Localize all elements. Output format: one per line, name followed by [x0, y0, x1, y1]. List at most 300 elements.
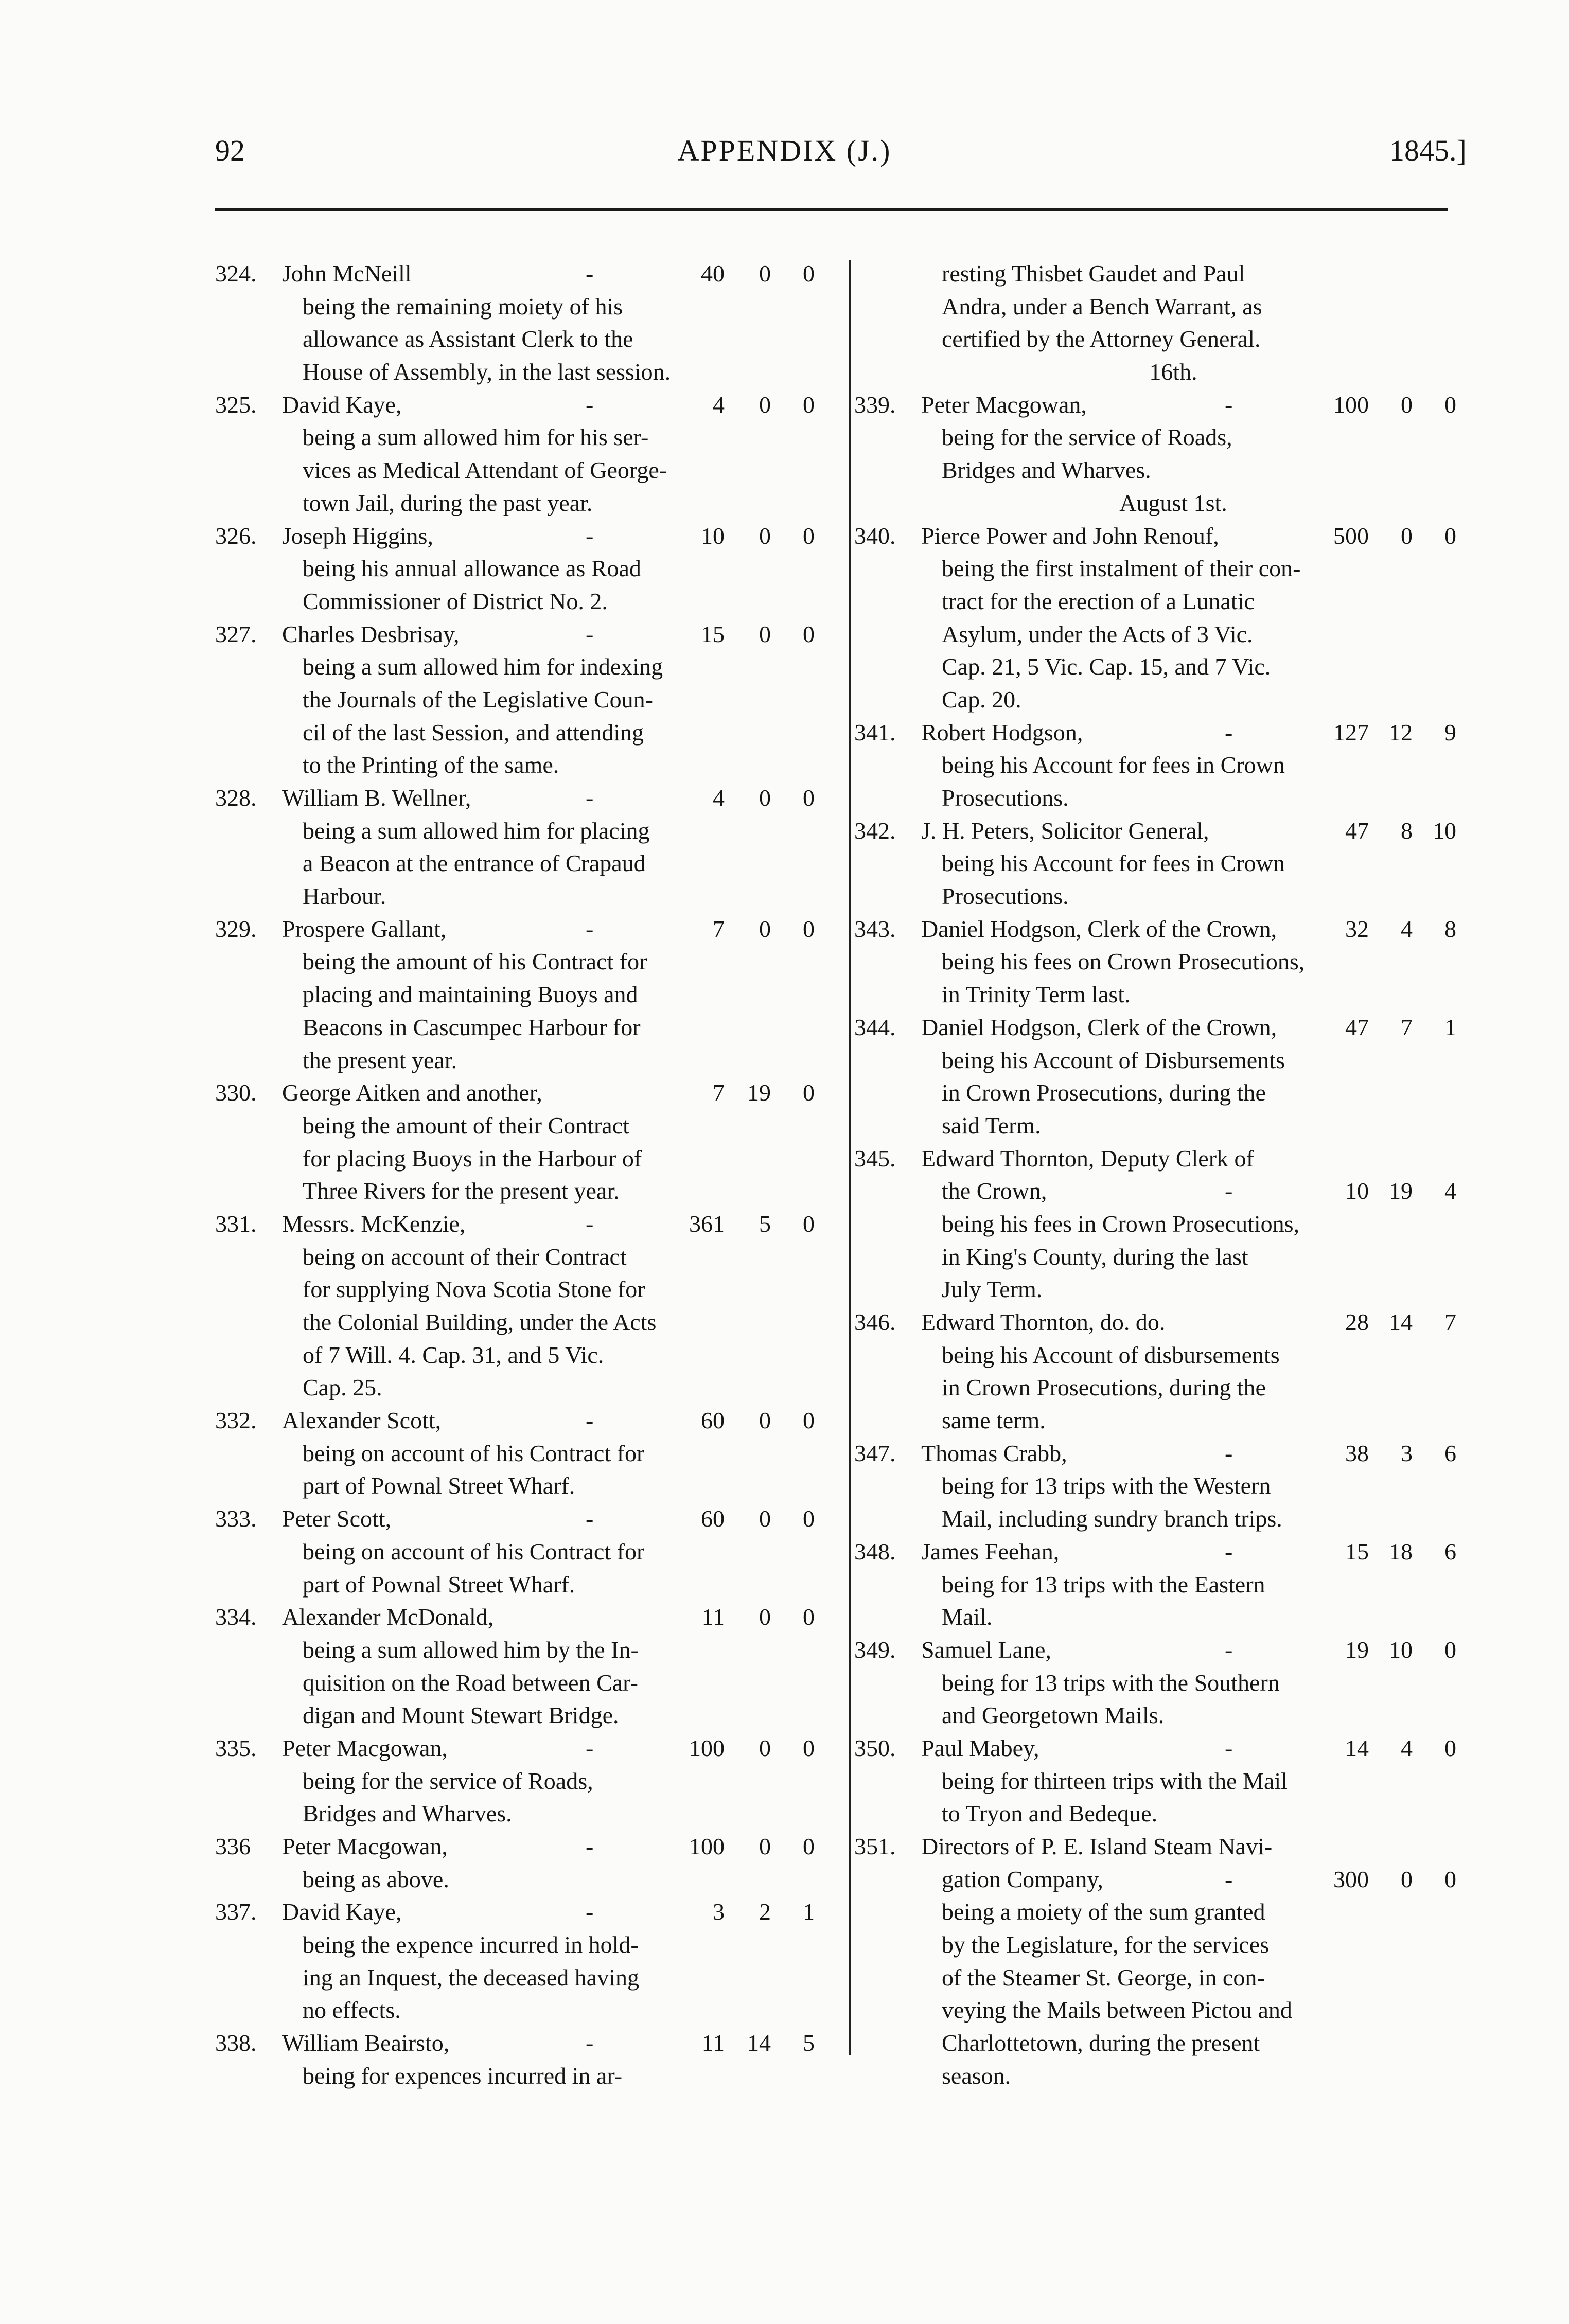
- entry-description-line: [854, 1044, 1492, 1077]
- description-text: to the Printing of the same.: [303, 752, 559, 778]
- amount-pounds: 100: [1333, 391, 1369, 418]
- entry-head: [215, 913, 845, 946]
- description-text: being for the service of Roads,: [942, 424, 1232, 451]
- description-text: Prosecutions.: [942, 785, 1069, 811]
- dash-mark: -: [586, 260, 594, 287]
- ledger-entry: [215, 1208, 845, 1404]
- dash-mark: -: [1225, 1538, 1233, 1565]
- ledger-entry: [854, 1011, 1492, 1142]
- entry-number: 351.: [854, 1833, 896, 1859]
- entry-head: [854, 1830, 1492, 1863]
- amount-pence: 5: [803, 2030, 815, 2056]
- entry-head: [854, 1011, 1492, 1044]
- entry-head: [215, 1895, 845, 1928]
- amount-shillings: 0: [1401, 1866, 1413, 1892]
- amount-pence: 0: [803, 620, 815, 647]
- dash-mark: -: [1225, 1178, 1233, 1204]
- ledger-entry: [215, 913, 845, 1076]
- description-text: House of Assembly, in the last session.: [303, 359, 671, 385]
- entry-description-line: [854, 1339, 1492, 1372]
- page-number: 92: [215, 134, 245, 167]
- dash-mark: -: [1225, 1440, 1233, 1466]
- entry-description-line: [215, 2060, 845, 2092]
- entry-head: [215, 782, 845, 814]
- amount-shillings: 0: [1401, 391, 1413, 418]
- amount-pence: 0: [803, 1833, 815, 1859]
- payee-name: Daniel Hodgson, Clerk of the Crown,: [921, 1014, 1277, 1040]
- amount-pounds: 500: [1333, 522, 1369, 549]
- payee-name: George Aitken and another,: [282, 1079, 542, 1106]
- entry-description-line: [854, 847, 1492, 880]
- amount-pence: 0: [803, 1210, 815, 1237]
- amount-pounds: 7: [713, 915, 725, 942]
- entry-description-line: [215, 1273, 845, 1306]
- ledger-entry: [854, 520, 1492, 716]
- entry-description-line: [854, 323, 1492, 356]
- entry-head: [854, 1142, 1492, 1175]
- description-text: part of Pownal Street Wharf.: [303, 1571, 575, 1598]
- description-text: being a sum allowed him for indexing: [303, 653, 663, 680]
- ledger-entry: [854, 1535, 1492, 1634]
- amount-pounds: 14: [1345, 1734, 1369, 1761]
- entry-number: 329.: [215, 915, 257, 942]
- payee-name: Peter Scott,: [282, 1505, 392, 1532]
- dash-mark: -: [1225, 1636, 1233, 1663]
- date-heading: 16th.: [1149, 359, 1197, 385]
- description-text: Mail, including sundry branch trips.: [942, 1505, 1282, 1532]
- amount-pounds: 10: [1345, 1178, 1369, 1204]
- amount-shillings: 10: [1389, 1636, 1413, 1663]
- entry-head: [215, 1601, 845, 1634]
- ledger-entry: [215, 1076, 845, 1208]
- ledger-entry: [854, 487, 1492, 520]
- amount-shillings: 0: [1401, 522, 1413, 549]
- entry-description-line: [215, 1109, 845, 1142]
- entry-number: 349.: [854, 1636, 896, 1663]
- payee-name: Alexander McDonald,: [282, 1604, 494, 1630]
- amount-shillings: 7: [1401, 1014, 1413, 1040]
- description-text: Bridges and Wharves.: [303, 1800, 512, 1827]
- description-text: being his Account of Disbursements: [942, 1046, 1285, 1073]
- description-text: the present year.: [303, 1046, 457, 1073]
- ledger-entry: [215, 257, 845, 388]
- payee-name: Messrs. McKenzie,: [282, 1210, 466, 1237]
- description-text: in King's County, during the last: [942, 1243, 1248, 1270]
- amount-pence: 4: [1444, 1178, 1456, 1204]
- description-text: being the amount of their Contract: [303, 1112, 629, 1139]
- ledger-entry: [215, 520, 845, 618]
- description-text: Prosecutions.: [942, 883, 1069, 910]
- entry-head: [854, 1535, 1492, 1568]
- entry-head: [215, 618, 845, 651]
- dash-mark: -: [1225, 1866, 1233, 1892]
- entry-description-line: [215, 847, 845, 880]
- description-text: being for 13 trips with the Eastern: [942, 1571, 1265, 1598]
- payee-name: Daniel Hodgson, Clerk of the Crown,: [921, 915, 1277, 942]
- entry-number: 334.: [215, 1604, 257, 1630]
- payee-name: Prospere Gallant,: [282, 915, 447, 942]
- entry-head: [854, 814, 1492, 847]
- entry-description-line: [854, 1895, 1492, 1928]
- description-text: being for 13 trips with the Western: [942, 1473, 1271, 1499]
- description-text: being on account of their Contract: [303, 1243, 627, 1270]
- description-text: being on account of his Contract for: [303, 1538, 645, 1565]
- entry-description-line: [215, 978, 845, 1011]
- entry-description-line: [854, 257, 1492, 290]
- entry-description-line: [854, 1699, 1492, 1732]
- payee-name: Alexander Scott,: [282, 1407, 442, 1434]
- amount-pounds: 100: [689, 1833, 725, 1859]
- description-text: Three Rivers for the present year.: [303, 1178, 620, 1204]
- entry-description-line: [215, 1240, 845, 1273]
- amount-pounds: 127: [1333, 719, 1369, 746]
- description-text: being the remaining moiety of his: [303, 293, 623, 320]
- payee-name: Peter Macgowan,: [282, 1734, 448, 1761]
- description-text: town Jail, during the past year.: [303, 489, 593, 516]
- description-text: Cap. 21, 5 Vic. Cap. 15, and 7 Vic.: [942, 653, 1271, 680]
- amount-pounds: 60: [701, 1407, 725, 1434]
- entry-description-line: [854, 1961, 1492, 1994]
- amount-shillings: 3: [1401, 1440, 1413, 1466]
- amount-pounds: 15: [1345, 1538, 1369, 1565]
- payee-continued: the Crown,: [942, 1178, 1047, 1204]
- dash-mark: -: [586, 915, 594, 942]
- entry-description-line: [854, 1928, 1492, 1961]
- payee-name: Charles Desbrisay,: [282, 620, 460, 647]
- amount-shillings: 2: [759, 1899, 771, 1925]
- entry-description-line: [215, 290, 845, 323]
- amount-shillings: 0: [759, 915, 771, 942]
- amount-pounds: 7: [713, 1079, 725, 1106]
- entry-description-line: [854, 1208, 1492, 1240]
- dash-mark: -: [1225, 1734, 1233, 1761]
- entry-description-line: [854, 782, 1492, 814]
- entry-number: 331.: [215, 1210, 257, 1237]
- entry-description-line: [854, 749, 1492, 782]
- ledger-entry: [854, 388, 1492, 487]
- ledger-entry: [854, 814, 1492, 913]
- description-text: season.: [942, 2062, 1011, 2089]
- amount-pounds: 38: [1345, 1440, 1369, 1466]
- dash-mark: -: [586, 1833, 594, 1859]
- amount-pounds: 11: [701, 1604, 725, 1630]
- entry-number: 325.: [215, 391, 257, 418]
- description-text: ing an Inquest, the deceased having: [303, 1964, 639, 1991]
- description-text: in Crown Prosecutions, during the: [942, 1374, 1266, 1401]
- entry-description-line: [854, 1666, 1492, 1699]
- amount-pence: 0: [803, 522, 815, 549]
- amount-pounds: 28: [1345, 1309, 1369, 1335]
- payee-name: Thomas Crabb,: [921, 1440, 1067, 1466]
- description-text: being for the service of Roads,: [303, 1767, 593, 1794]
- amount-pence: 6: [1444, 1440, 1456, 1466]
- entry-description-line: [215, 1699, 845, 1732]
- dash-mark: -: [586, 1505, 594, 1532]
- entry-description-line: [215, 1961, 845, 1994]
- description-text: being his annual allowance as Road: [303, 555, 641, 582]
- description-text: veying the Mails between Pictou and: [942, 1997, 1292, 2024]
- amount-pounds: 40: [701, 260, 725, 287]
- description-text: digan and Mount Stewart Bridge.: [303, 1702, 619, 1729]
- description-text: of the Steamer St. George, in con-: [942, 1964, 1265, 1991]
- column-divider: [849, 260, 851, 2055]
- entry-head-continued: [854, 1175, 1492, 1208]
- amount-shillings: 0: [759, 620, 771, 647]
- amount-pounds: 47: [1345, 817, 1369, 844]
- entry-description-line: [854, 421, 1492, 454]
- description-text: Bridges and Wharves.: [942, 457, 1151, 484]
- entry-description-line: [854, 552, 1492, 585]
- entry-head: [854, 913, 1492, 946]
- ledger-entry: [854, 1634, 1492, 1732]
- entry-description-line: [854, 1404, 1492, 1437]
- payee-name: Samuel Lane,: [921, 1636, 1051, 1663]
- description-text: to Tryon and Bedeque.: [942, 1800, 1158, 1827]
- description-text: in Crown Prosecutions, during the: [942, 1079, 1266, 1106]
- entry-description-line: [854, 1109, 1492, 1142]
- ledger-entry: [215, 388, 845, 520]
- ledger-entry: [215, 782, 845, 913]
- description-text: being his Account for fees in Crown: [942, 850, 1285, 877]
- entry-description-line: [854, 290, 1492, 323]
- entry-number: 333.: [215, 1505, 257, 1532]
- payee-name: Robert Hodgson,: [921, 719, 1083, 746]
- amount-pounds: 361: [689, 1210, 725, 1237]
- description-text: said Term.: [942, 1112, 1041, 1139]
- description-text: resting Thisbet Gaudet and Paul: [942, 260, 1245, 287]
- description-text: being a sum allowed him by the In-: [303, 1636, 639, 1663]
- entry-description-line: [854, 945, 1492, 978]
- right-column: [854, 257, 1492, 2092]
- payee-name: Pierce Power and John Renouf,: [921, 522, 1219, 549]
- amount-pounds: 4: [713, 391, 725, 418]
- description-text: Harbour.: [303, 883, 386, 910]
- amount-pence: 0: [1444, 1636, 1456, 1663]
- entry-number: 328.: [215, 785, 257, 811]
- entry-description-line: [215, 356, 845, 388]
- ledger-entry: [215, 1502, 845, 1601]
- description-text: being the amount of his Contract for: [303, 948, 647, 975]
- ledger-entry: [854, 913, 1492, 1011]
- entry-number: 326.: [215, 522, 257, 549]
- amount-shillings: 0: [759, 1407, 771, 1434]
- description-text: Beacons in Cascumpec Harbour for: [303, 1014, 641, 1040]
- description-text: of 7 Will. 4. Cap. 31, and 5 Vic.: [303, 1341, 604, 1368]
- amount-pence: 8: [1444, 915, 1456, 942]
- description-text: by the Legislature, for the services: [942, 1931, 1270, 1958]
- entry-description-line: [215, 1469, 845, 1502]
- entry-description-line: [215, 814, 845, 847]
- payee-name: David Kaye,: [282, 1899, 402, 1925]
- description-text: tract for the erection of a Lunatic: [942, 588, 1255, 614]
- entry-description-line: [854, 683, 1492, 716]
- entry-description-line: [854, 1371, 1492, 1404]
- payee-name: William B. Wellner,: [282, 785, 471, 811]
- amount-pence: 0: [1444, 1866, 1456, 1892]
- amount-pounds: 32: [1345, 915, 1369, 942]
- description-text: certified by the Attorney General.: [942, 326, 1261, 352]
- description-text: being the expence incurred in hold-: [303, 1931, 639, 1958]
- entry-description-line: [854, 2060, 1492, 2092]
- entry-description-line: [215, 585, 845, 618]
- ledger-entry: [854, 1830, 1492, 1863]
- amount-pounds: 15: [701, 620, 725, 647]
- ledger-entry: [215, 2027, 845, 2092]
- description-text: being for expences incurred in ar-: [303, 2062, 623, 2089]
- amount-shillings: 8: [1401, 817, 1413, 844]
- payee-name: David Kaye,: [282, 391, 402, 418]
- dash-mark: -: [1225, 391, 1233, 418]
- ledger-entry: [215, 1830, 845, 1895]
- entry-head: [215, 2027, 845, 2060]
- entry-description-line: [215, 749, 845, 782]
- entry-head-continued: [854, 1863, 1492, 1896]
- entry-description-line: [854, 1273, 1492, 1306]
- amount-shillings: 0: [759, 1604, 771, 1630]
- description-text: allowance as Assistant Clerk to the: [303, 326, 633, 352]
- ledger-entry: [215, 618, 845, 782]
- entry-description-line: [854, 1765, 1492, 1798]
- description-text: part of Pownal Street Wharf.: [303, 1473, 575, 1499]
- description-text: being his Account of disbursements: [942, 1341, 1280, 1368]
- description-text: and Georgetown Mails.: [942, 1702, 1165, 1729]
- entry-description-line: [215, 1535, 845, 1568]
- amount-shillings: 19: [747, 1079, 771, 1106]
- entry-description-line: [215, 1175, 845, 1208]
- description-text: for supplying Nova Scotia Stone for: [303, 1276, 645, 1303]
- amount-pounds: 60: [701, 1505, 725, 1532]
- payee-name: Peter Macgowan,: [921, 391, 1087, 418]
- entry-head: [215, 1502, 845, 1535]
- description-text: being his Account for fees in Crown: [942, 752, 1285, 778]
- description-text: being a sum allowed him for placing: [303, 817, 650, 844]
- ledger-entry: [215, 1732, 845, 1830]
- entry-description-line: [854, 1601, 1492, 1634]
- description-text: being on account of his Contract for: [303, 1440, 645, 1466]
- entry-description-line: [215, 1994, 845, 2027]
- amount-shillings: 0: [759, 785, 771, 811]
- left-column: [215, 257, 845, 2092]
- entry-description-line: [854, 650, 1492, 683]
- entry-description-line: [854, 618, 1492, 651]
- amount-pence: 0: [1444, 391, 1456, 418]
- dash-mark: -: [586, 1734, 594, 1761]
- entry-description-line: [215, 1371, 845, 1404]
- entry-description-line: [215, 552, 845, 585]
- description-text: Cap. 20.: [942, 686, 1021, 713]
- dash-mark: -: [586, 785, 594, 811]
- entry-head: [215, 388, 845, 421]
- description-text: July Term.: [942, 1276, 1043, 1303]
- amount-pence: 7: [1444, 1309, 1456, 1335]
- entry-head: [854, 1634, 1492, 1666]
- entry-head: [215, 257, 845, 290]
- ledger-entry: [854, 1437, 1492, 1535]
- description-text: cil of the last Session, and attending: [303, 719, 644, 746]
- ledger-entry: [215, 1601, 845, 1732]
- dash-mark: -: [586, 620, 594, 647]
- amount-pence: 1: [803, 1899, 815, 1925]
- amount-shillings: 14: [1389, 1309, 1413, 1335]
- amount-shillings: 5: [759, 1210, 771, 1237]
- description-text: Commissioner of District No. 2.: [303, 588, 608, 614]
- entry-description-line: [854, 978, 1492, 1011]
- description-text: being as above.: [303, 1866, 449, 1892]
- amount-pounds: 11: [701, 2030, 725, 2056]
- description-text: same term.: [942, 1407, 1046, 1434]
- entry-head: [854, 1306, 1492, 1339]
- entry-description-line: [215, 487, 845, 520]
- amount-shillings: 19: [1389, 1178, 1413, 1204]
- dash-mark: -: [586, 522, 594, 549]
- entry-head: [215, 1830, 845, 1863]
- entry-number: 335.: [215, 1734, 257, 1761]
- entry-number: 338.: [215, 2030, 257, 2056]
- page-year: 1845.]: [1389, 134, 1467, 167]
- entry-description-line: [854, 585, 1492, 618]
- amount-pence: 6: [1444, 1538, 1456, 1565]
- entry-description-line: [215, 1568, 845, 1601]
- amount-pence: 1: [1444, 1014, 1456, 1040]
- description-text: Andra, under a Bench Warrant, as: [942, 293, 1262, 320]
- amount-pence: 0: [803, 785, 815, 811]
- dash-mark: -: [586, 1407, 594, 1434]
- ledger-entry: [854, 1732, 1492, 1830]
- description-text: being a moiety of the sum granted: [942, 1899, 1265, 1925]
- entry-number: 345.: [854, 1145, 896, 1172]
- amount-shillings: 0: [759, 1505, 771, 1532]
- entry-description-line: [215, 1634, 845, 1666]
- dash-mark: -: [586, 1210, 594, 1237]
- entry-number: 346.: [854, 1309, 896, 1335]
- amount-shillings: 4: [1401, 1734, 1413, 1761]
- entry-description-line: [215, 1666, 845, 1699]
- amount-pence: 0: [1444, 522, 1456, 549]
- amount-shillings: 4: [1401, 915, 1413, 942]
- amount-pence: 0: [1444, 1734, 1456, 1761]
- entry-head: [215, 1404, 845, 1437]
- dash-mark: -: [586, 1899, 594, 1925]
- entry-number: 348.: [854, 1538, 896, 1565]
- payee-name: Edward Thornton, do. do.: [921, 1309, 1166, 1335]
- description-text: the Colonial Building, under the Acts: [303, 1309, 657, 1335]
- ledger-entry: [854, 1863, 1492, 2092]
- entry-number: 344.: [854, 1014, 896, 1040]
- amount-pence: 0: [803, 260, 815, 287]
- payee-name: Directors of P. E. Island Steam Navi-: [921, 1833, 1273, 1859]
- entry-description-line: [215, 683, 845, 716]
- description-text: no effects.: [303, 1997, 401, 2024]
- amount-pounds: 19: [1345, 1636, 1369, 1663]
- entry-head: [215, 1076, 845, 1109]
- amount-pounds: 10: [701, 522, 725, 549]
- entry-description-line: [215, 1437, 845, 1470]
- entry-head: [854, 388, 1492, 421]
- dash-mark: -: [586, 2030, 594, 2056]
- ledger-entry: [215, 1895, 845, 2027]
- amount-shillings: 0: [759, 1734, 771, 1761]
- description-text: being his fees in Crown Prosecutions,: [942, 1210, 1300, 1237]
- description-text: Mail.: [942, 1604, 993, 1630]
- amount-pounds: 300: [1333, 1866, 1369, 1892]
- entry-description-line: [215, 880, 845, 913]
- amount-pence: 9: [1444, 719, 1456, 746]
- ledger-entry: [854, 716, 1492, 814]
- amount-pounds: 47: [1345, 1014, 1369, 1040]
- entry-description-line: [215, 323, 845, 356]
- entry-description-line: [854, 1240, 1492, 1273]
- entry-description-line: [215, 1928, 845, 1961]
